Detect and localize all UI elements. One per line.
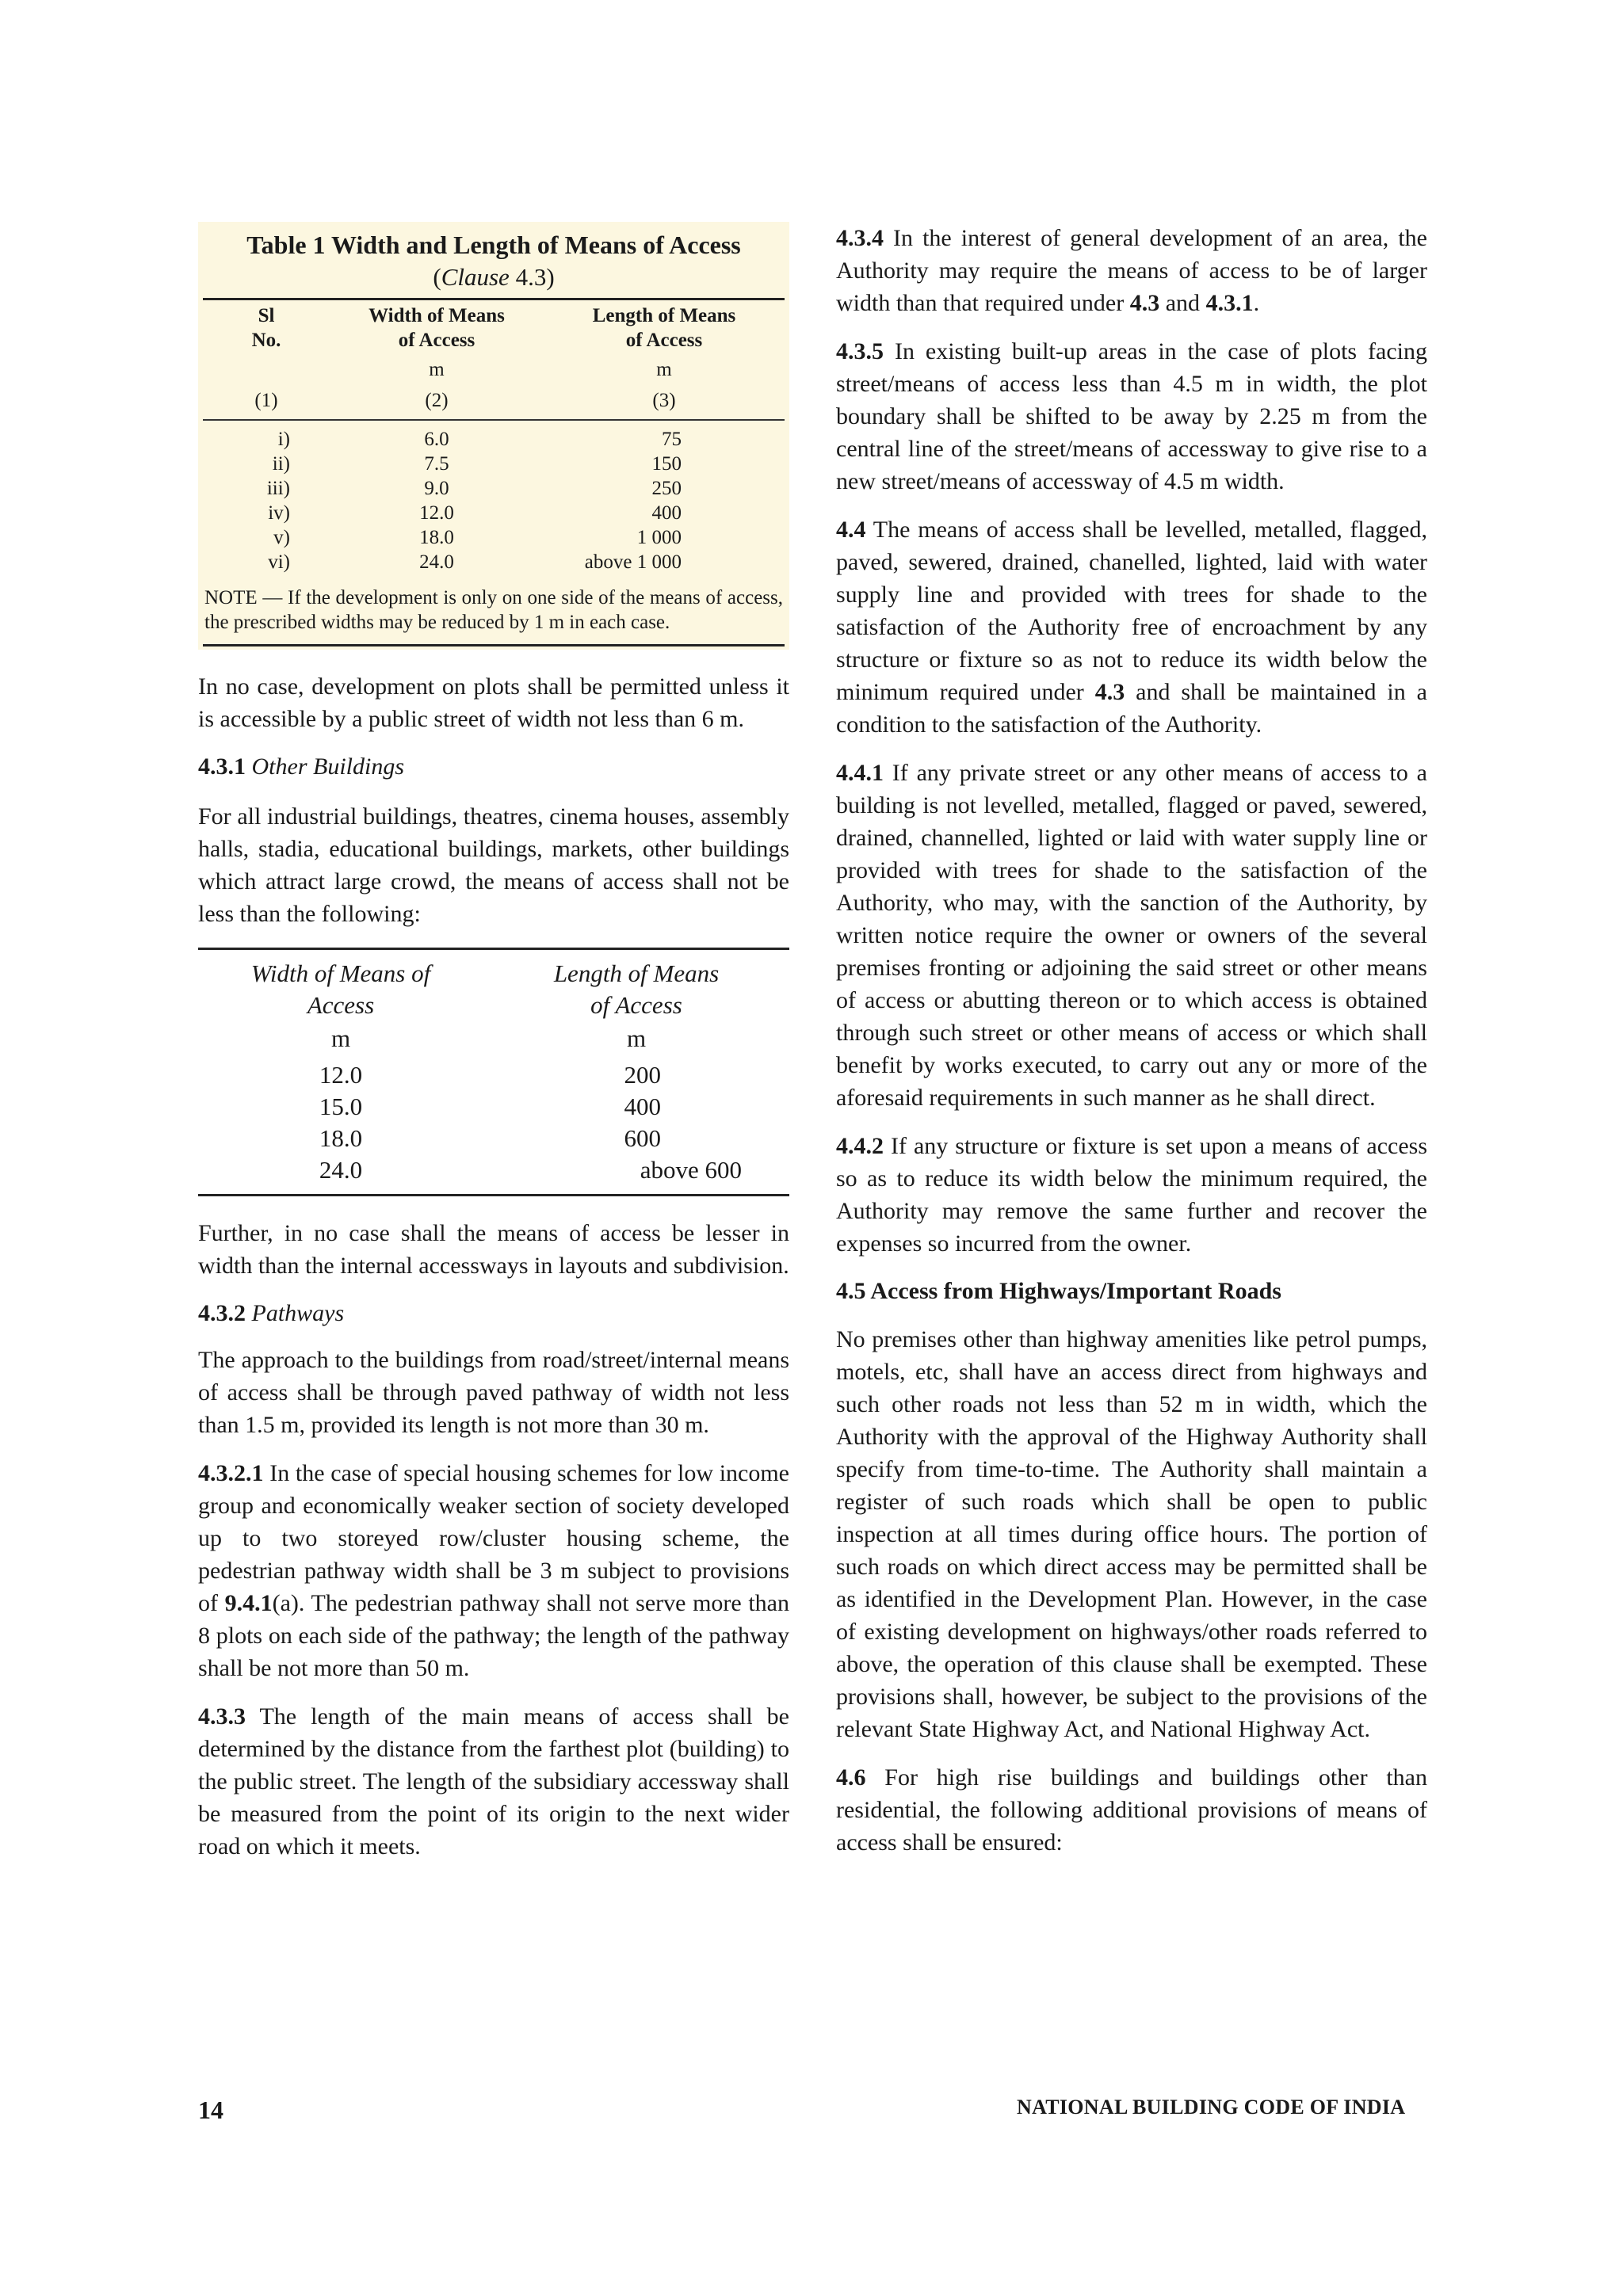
table-2 [198, 948, 789, 1196]
left-column [198, 222, 789, 1878]
col-number: (1) [254, 390, 278, 411]
table-2-header-length: Length of Means of Access [553, 959, 720, 1019]
table-1-note: NOTE — If the development is only on one side of the means of access, the prescribed widths may be reduced by 1 m in each case. [204, 587, 783, 633]
table-2-unit-width: m [330, 1024, 351, 1052]
header-sl-no: Sl No. [251, 305, 281, 351]
table-row: 12.0 200 [319, 1061, 661, 1089]
paragraph-4-3-1: For all industrial buildings, theatres, cinema houses, assembly halls, stadia, educational buildings, markets, other buildings which attract large crowd, the means of access shall not be less than the following: [198, 803, 789, 927]
table-row: iv) 12.0 400 [268, 502, 682, 524]
paragraph-4-4-2: 4.4.2 If any structure or fixture is set upon a means of access so as to reduce its width below the minimum required, the Authority may remove the same further and recover the expenses so incurred from the owner. [836, 1133, 1427, 1257]
table-2-unit-length: m [626, 1024, 647, 1052]
table-row: v) 18.0 1 000 [273, 527, 682, 548]
paragraph-4-5: No premises other than highway amenities like petrol pumps, motels, etc, shall have an access direct from highways and such other roads not less than 52 m in width, which the Authority with the approval of the Highway Authority shall specify from time-to-time. The Authority shall maintain a register of such roads which shall be open to public inspection at all times during office hours. The portion of such roads on which direct access may be permitted shall be as identified in the Development Plan. However, in the case of existing development on highways/other roads referred to above, the operation of this clause shall be exempted. These provisions shall, however, be subject to the provisions of the relevant State Highway Act, and National Highway Act. [836, 1326, 1427, 1742]
unit-length: m [656, 359, 672, 380]
table-row: 24.0 above 600 [319, 1156, 742, 1184]
heading-4-3-1: 4.3.1 Other Buildings [198, 753, 404, 780]
table-2-header-width: Width of Means of Access [250, 959, 431, 1019]
heading-4-3-2: 4.3.2 Pathways [198, 1300, 345, 1326]
unit-width: m [429, 359, 445, 380]
paragraph-4-3-5: 4.3.5 In existing built-up areas in the case of plots facing street/means of access less than 4.5 m in width, the plot boundary shall be shifted to be away by 2.25 m from the central line of the street/means of accessway to give rise to a new street/means of accessway of 4.5 m width. [836, 338, 1427, 494]
table-row: ii) 7.5 150 [272, 453, 682, 475]
paragraph-4-3-2: The approach to the buildings from road/street/internal means of access shall be through paved pathway of width not less than 1.5 m, provided its length is not more than 30 m. [198, 1347, 789, 1438]
table-1-clause: (Clause 4.3) [433, 263, 555, 291]
header-length: Length of Means of Access [592, 305, 736, 351]
table-1-grid [203, 300, 785, 574]
right-column [836, 222, 1427, 1875]
paragraph-4-3-4: 4.3.4 In the interest of general development of an area, the Authority may require the means of access to be of larger width than that required under 4.3 and 4.3.1. [836, 225, 1427, 316]
table-row: vi) 24.0 above 1 000 [268, 551, 682, 573]
table-row: i) 6.0 75 [277, 429, 682, 450]
page-number: 14 [198, 2096, 223, 2124]
paragraph-4-3-2-1: 4.3.2.1 In the case of special housing schemes for low income group and economically weaker section of society developed up to two storeyed row/cluster housing scheme, the pedestrian pathway width shall be 3 m subject to provisions of 9.4.1(a). The pedestrian pathway shall not serve more than 8 plots on each side of the pathway; the length of the pathway shall be not more than 50 m. [198, 1460, 789, 1681]
table-row: iii) 9.0 250 [266, 478, 682, 499]
paragraph-4-6: 4.6 For high rise buildings and buildings other than residential, the following additional provisions of means of access shall be ensured: [836, 1764, 1427, 1855]
paragraph-min-width: In no case, development on plots shall be permitted unless it is accessible by a public street of width not less than 6 m. [198, 673, 789, 732]
paragraph-4-3-3: 4.3.3 The length of the main means of access shall be determined by the distance from the farthest plot (building) to the public street. The length of the subsidiary accessway shall be measured from the point of its origin to the next wider road on which it meets. [198, 1703, 789, 1859]
col-number: (2) [425, 390, 449, 411]
col-number: (3) [652, 390, 676, 411]
footer-title: NATIONAL BUILDING CODE OF INDIA [1017, 2096, 1406, 2119]
table-1-title: Table 1 Width and Length of Means of Access [246, 231, 741, 259]
paragraph-4-4: 4.4 The means of access shall be levelled, metalled, flagged, paved, sewered, drained, chanelled, lighted, laid with water supply line and provided with trees for shade to the satisfaction of the Authority free of encroachment by any structure or fixture so as not to reduce its width below the minimum required under 4.3 and shall be maintained in a condition to the satisfaction of the Authority. [836, 517, 1427, 738]
heading-4-5: 4.5 Access from Highways/Important Roads [836, 1278, 1281, 1304]
table-1 [198, 222, 789, 650]
paragraph-4-4-1: 4.4.1 If any private street or any other means of access to a building is not levelled, metalled, flagged or paved, sewered, drained, channelled, lighted or laid with water supply line or provided with trees for shade to the satisfaction of the Authority, who may, with the sanction of the Authority, by written notice require the owner or owners of the several premises fronting or adjoining the said street or other means of access or abutting thereon or to which access is obtained through such street or other means of access or which shall benefit by works executed, to carry out any or more of the aforesaid requirements in such manner as he shall direct. [836, 760, 1427, 1111]
paragraph-further: Further, in no case shall the means of access be lesser in width than the internal accessways in layouts and subdivision. [198, 1220, 789, 1279]
table-row: 18.0 600 [319, 1124, 661, 1152]
header-width: Width of Means of Access [369, 305, 505, 351]
table-row: 15.0 400 [319, 1093, 661, 1120]
